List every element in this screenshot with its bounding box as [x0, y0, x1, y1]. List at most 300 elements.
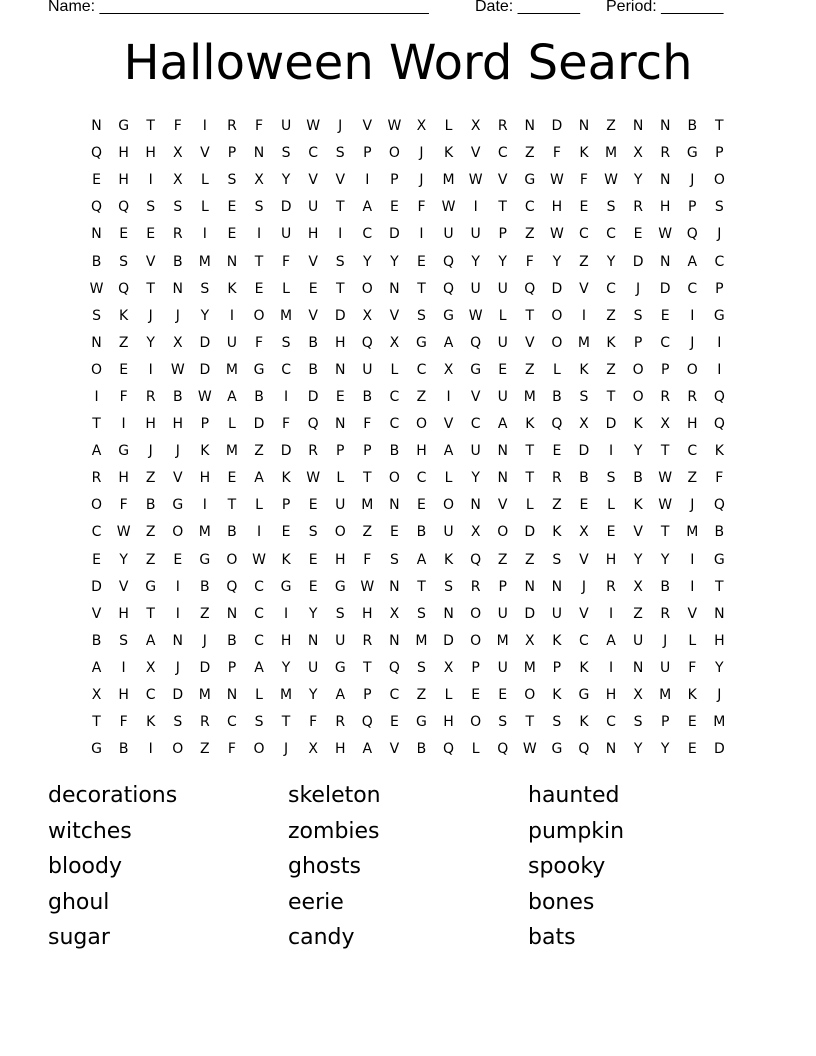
grid-letter: F [525, 253, 534, 270]
grid-row [83, 492, 733, 519]
grid-letter: Z [200, 605, 210, 622]
grid-letter: Y [308, 687, 318, 704]
grid-letter: Z [687, 470, 698, 487]
grid-letter: T [525, 443, 535, 460]
grid-letter: E [498, 687, 508, 704]
grid-letter: Y [552, 253, 562, 270]
grid-letter: N [389, 578, 400, 595]
grid-letter: N [524, 118, 536, 135]
grid-letter: K [552, 687, 562, 704]
grid-letter: W [197, 388, 212, 405]
grid-letter: M [577, 334, 590, 351]
grid-letter: L [471, 741, 480, 758]
grid-letter: X [416, 118, 427, 135]
grid-letter: W [306, 118, 321, 135]
grid-letter: T [92, 416, 101, 433]
grid-letter: S [579, 388, 589, 405]
grid-letter: G [416, 334, 427, 351]
grid-letter: C [389, 388, 400, 405]
grid-letter: I [690, 578, 695, 595]
grid-letter: J [419, 172, 424, 189]
grid-letter: W [252, 551, 266, 568]
grid-letter: T [281, 714, 291, 731]
grid-letter: X [660, 416, 670, 433]
grid-letter: U [226, 334, 238, 351]
grid-letter: N [307, 632, 319, 649]
grid-letter: S [417, 659, 426, 676]
grid-letter: S [552, 551, 562, 568]
grid-letter: K [552, 632, 562, 649]
grid-letter: T [525, 307, 535, 324]
grid-letter: A [416, 551, 427, 568]
word-list-item: pumpkin [528, 818, 625, 844]
grid-letter: X [308, 741, 318, 758]
grid-letter: C [606, 226, 616, 243]
grid-letter: C [579, 226, 589, 243]
grid-letter: W [387, 118, 402, 135]
grid-letter: L [336, 470, 345, 487]
grid-letter: S [173, 714, 183, 731]
grid-letter: L [444, 470, 453, 487]
grid-letter: J [175, 659, 180, 676]
grid-letter: T [417, 578, 426, 595]
grid-letter: S [308, 524, 318, 541]
grid-letter: D [443, 632, 454, 649]
period-field-label: Period: _______ [606, 0, 724, 15]
grid-letter: Y [281, 172, 291, 189]
grid-letter: B [660, 578, 670, 595]
grid-letter: S [119, 253, 129, 270]
grid-letter: I [473, 199, 478, 216]
grid-letter: L [228, 416, 236, 433]
grid-letter: O [470, 632, 482, 649]
grid-letter: K [443, 145, 454, 162]
grid-row [83, 601, 733, 628]
grid-letter: T [525, 714, 535, 731]
grid-letter: A [497, 416, 508, 433]
name-field-label: Name: _____________________________________ [48, 0, 429, 15]
grid-letter: V [497, 172, 508, 189]
grid-letter: V [687, 605, 698, 622]
grid-letter: B [416, 524, 427, 541]
grid-letter: W [441, 199, 456, 216]
grid-letter: G [713, 307, 725, 324]
grid-letter: V [579, 605, 589, 622]
grid-letter: K [281, 470, 291, 487]
grid-letter: X [579, 416, 589, 433]
grid-letter: V [172, 470, 183, 487]
grid-letter: N [91, 226, 102, 243]
grid-row [83, 140, 733, 167]
grid-letter: T [660, 524, 670, 541]
grid-letter: E [254, 280, 264, 297]
grid-letter: C [281, 361, 291, 378]
grid-letter: S [498, 714, 508, 731]
grid-letter: V [200, 145, 210, 162]
grid-letter: D [605, 416, 617, 433]
grid-letter: O [713, 172, 725, 189]
grid-letter: S [335, 253, 345, 270]
grid-letter: I [419, 226, 424, 243]
grid-letter: F [552, 145, 561, 162]
grid-letter: E [227, 470, 237, 487]
grid-letter: H [145, 416, 156, 433]
grid-letter: A [687, 253, 698, 270]
grid-letter: O [443, 497, 455, 514]
grid-letter: C [227, 714, 237, 731]
grid-letter: O [91, 497, 103, 514]
grid-letter: J [338, 118, 343, 135]
grid-letter: D [253, 416, 265, 433]
grid-letter: A [91, 443, 102, 460]
grid-letter: P [688, 199, 697, 216]
grid-letter: G [118, 443, 130, 460]
grid-letter: A [91, 659, 102, 676]
word-list-item: sugar [48, 925, 110, 951]
grid-letter: T [363, 659, 372, 676]
grid-letter: K [443, 551, 454, 568]
grid-letter: L [498, 307, 507, 324]
grid-letter: P [552, 659, 562, 676]
grid-letter: F [254, 334, 264, 351]
grid-letter: D [280, 443, 292, 460]
grid-letter: J [175, 307, 180, 324]
grid-letter: E [389, 524, 399, 541]
grid-letter: V [525, 334, 535, 351]
grid-letter: E [227, 226, 237, 243]
grid-letter: V [118, 578, 129, 595]
grid-letter: B [687, 118, 698, 135]
grid-letter: T [606, 388, 616, 405]
grid-letter: W [522, 741, 537, 758]
grid-letter: Q [443, 280, 455, 297]
grid-letter: I [121, 416, 126, 433]
grid-letter: O [172, 741, 184, 758]
grid-letter: E [687, 741, 697, 758]
grid-letter: I [690, 551, 695, 568]
grid-letter: H [118, 145, 129, 162]
grid-letter: E [687, 714, 697, 731]
grid-letter: K [606, 334, 616, 351]
grid-letter: Q [470, 551, 482, 568]
grid-letter: C [254, 632, 264, 649]
word-search-grid [83, 113, 733, 763]
grid-letter: Y [660, 741, 670, 758]
grid-letter: W [89, 280, 104, 297]
grid-letter: R [606, 578, 616, 595]
grid-letter: O [470, 605, 482, 622]
grid-letter: H [145, 145, 156, 162]
grid-letter: N [389, 632, 400, 649]
grid-letter: H [118, 605, 129, 622]
grid-letter: N [226, 687, 238, 704]
grid-letter: L [390, 361, 399, 378]
grid-letter: P [715, 145, 724, 162]
grid-letter: H [199, 470, 211, 487]
grid-letter: O [632, 388, 644, 405]
grid-letter: O [551, 334, 563, 351]
grid-letter: V [389, 741, 400, 758]
grid-letter: S [119, 632, 129, 649]
grid-letter: K [227, 280, 237, 297]
grid-letter: W [116, 524, 131, 541]
grid-letter: I [608, 605, 614, 622]
grid-letter: Y [606, 253, 616, 270]
grid-letter: L [444, 118, 453, 135]
grid-letter: P [363, 145, 372, 162]
grid-letter: V [308, 172, 318, 189]
grid-letter: Y [633, 443, 643, 460]
grid-letter: C [606, 714, 616, 731]
grid-letter: U [632, 632, 644, 649]
grid-letter: Y [471, 470, 480, 487]
grid-letter: B [254, 388, 264, 405]
word-list-item: skeleton [288, 783, 381, 808]
grid-letter: O [551, 307, 563, 324]
grid-letter: S [633, 307, 643, 324]
grid-letter: B [91, 632, 102, 649]
grid-letter: B [552, 388, 562, 405]
grid-letter: I [148, 172, 153, 189]
grid-letter: O [388, 470, 400, 487]
grid-letter: V [335, 172, 346, 189]
grid-letter: M [198, 687, 211, 704]
grid-letter: U [497, 605, 508, 622]
grid-letter: X [172, 145, 183, 162]
grid-letter: C [497, 145, 508, 162]
grid-letter: O [632, 361, 644, 378]
grid-letter: N [470, 497, 481, 514]
grid-letter: Z [145, 551, 156, 568]
grid-letter: E [119, 226, 129, 243]
grid-letter: X [470, 118, 481, 135]
grid-letter: E [660, 307, 670, 324]
grid-letter: T [227, 497, 237, 514]
grid-letter: H [334, 334, 346, 351]
grid-letter: M [604, 145, 618, 162]
grid-letter: M [280, 687, 293, 704]
grid-letter: P [227, 145, 237, 162]
grid-letter: G [199, 551, 211, 568]
date-field-label: Date: _______ [475, 0, 580, 15]
grid-letter: B [227, 632, 237, 649]
grid-row [83, 330, 733, 357]
grid-letter: Q [91, 145, 103, 162]
grid-letter: L [255, 497, 263, 514]
grid-letter: F [227, 741, 236, 758]
grid-letter: C [470, 416, 481, 433]
grid-letter: Z [497, 551, 508, 568]
grid-letter: Z [118, 334, 129, 351]
grid-letter: S [389, 551, 399, 568]
grid-letter: V [579, 551, 589, 568]
grid-letter: F [119, 714, 128, 731]
grid-letter: W [604, 172, 618, 189]
grid-letter: U [335, 497, 346, 514]
grid-letter: E [606, 524, 616, 541]
grid-letter: B [362, 388, 373, 405]
grid-letter: I [175, 605, 180, 622]
grid-letter: T [92, 714, 101, 731]
grid-letter: H [118, 172, 129, 189]
grid-letter: I [202, 497, 207, 514]
grid-letter: F [282, 416, 291, 433]
grid-letter: B [145, 497, 156, 514]
grid-letter: O [524, 687, 536, 704]
grid-row [83, 221, 733, 248]
grid-letter: O [226, 551, 238, 568]
grid-letter: P [390, 172, 399, 189]
grid-letter: I [175, 578, 180, 595]
grid-letter: D [307, 388, 319, 405]
word-list-item: candy [288, 925, 355, 951]
grid-letter: L [200, 199, 209, 216]
grid-letter: Y [715, 659, 724, 676]
grid-letter: Y [119, 551, 128, 568]
grid-letter: M [225, 361, 238, 378]
grid-letter: U [443, 524, 454, 541]
grid-letter: I [94, 388, 99, 405]
grid-letter: C [524, 199, 535, 216]
grid-letter: J [717, 226, 722, 243]
grid-letter: W [468, 307, 483, 324]
grid-letter: P [498, 226, 507, 243]
grid-letter: K [579, 714, 589, 731]
grid-letter: E [579, 497, 589, 514]
grid-letter: H [334, 551, 346, 568]
grid-letter: T [715, 118, 724, 135]
grid-letter: U [362, 361, 373, 378]
grid-row [83, 574, 733, 601]
grid-letter: G [524, 172, 536, 189]
grid-letter: V [633, 524, 643, 541]
grid-letter: Z [633, 605, 643, 622]
grid-letter: X [633, 578, 643, 595]
grid-letter: E [119, 361, 129, 378]
grid-letter: D [659, 280, 671, 297]
grid-letter: E [389, 714, 399, 731]
grid-letter: I [284, 388, 289, 405]
grid-letter: S [714, 199, 724, 216]
grid-letter: O [497, 524, 509, 541]
grid-letter: E [92, 172, 101, 189]
word-list-item: haunted [528, 783, 620, 808]
grid-letter: S [227, 172, 237, 189]
grid-letter: Y [281, 659, 291, 676]
grid-letter: K [633, 416, 643, 433]
word-list-column-2 [288, 778, 508, 956]
grid-letter: B [308, 361, 318, 378]
grid-letter: L [525, 497, 534, 514]
grid-letter: Z [254, 443, 264, 460]
grid-letter: T [146, 280, 155, 297]
grid-letter: C [606, 280, 616, 297]
grid-letter: D [389, 226, 400, 243]
grid-letter: X [172, 334, 183, 351]
grid-letter: N [226, 253, 238, 270]
grid-letter: U [443, 226, 454, 243]
grid-letter: M [659, 687, 672, 704]
grid-letter: H [280, 632, 292, 649]
grid-letter: Q [443, 253, 455, 270]
grid-letter: M [686, 524, 699, 541]
grid-letter: K [687, 687, 697, 704]
grid-row [83, 194, 733, 221]
grid-letter: S [417, 605, 426, 622]
grid-letter: M [496, 632, 509, 649]
grid-letter: S [254, 714, 264, 731]
grid-letter: N [524, 578, 536, 595]
grid-row [83, 384, 733, 411]
grid-letter: J [148, 307, 153, 324]
grid-letter: N [632, 118, 644, 135]
grid-letter: H [172, 416, 184, 433]
grid-letter: Q [713, 416, 725, 433]
grid-letter: S [146, 199, 156, 216]
grid-letter: V [497, 497, 508, 514]
grid-letter: A [227, 388, 237, 405]
grid-letter: T [525, 470, 535, 487]
grid-letter: Y [660, 551, 670, 568]
grid-letter: B [91, 253, 102, 270]
grid-letter: U [470, 226, 481, 243]
grid-letter: I [284, 605, 289, 622]
grid-letter: Y [633, 741, 643, 758]
grid-letter: Q [361, 334, 373, 351]
grid-letter: J [717, 687, 722, 704]
grid-letter: C [308, 145, 319, 162]
grid-letter: C [91, 524, 102, 541]
grid-letter: H [307, 226, 319, 243]
grid-letter: U [470, 443, 481, 460]
grid-letter: B [308, 334, 318, 351]
grid-letter: V [362, 118, 373, 135]
grid-letter: P [715, 280, 724, 297]
grid-letter: Q [713, 388, 725, 405]
grid-letter: F [309, 714, 318, 731]
grid-letter: Y [146, 334, 155, 351]
grid-letter: C [660, 334, 671, 351]
grid-letter: U [280, 226, 292, 243]
grid-letter: Z [552, 497, 562, 514]
grid-letter: Z [200, 741, 210, 758]
grid-letter: G [145, 578, 157, 595]
word-list-item: decorations [48, 783, 178, 808]
grid-letter: L [688, 632, 697, 649]
grid-letter: W [306, 470, 321, 487]
grid-letter: V [470, 145, 481, 162]
grid-letter: K [579, 145, 589, 162]
grid-row [83, 411, 733, 438]
grid-row [83, 709, 733, 736]
grid-letter: Z [524, 551, 535, 568]
grid-letter: F [579, 172, 588, 189]
grid-letter: O [686, 361, 698, 378]
grid-letter: S [335, 145, 345, 162]
grid-row [83, 655, 733, 682]
grid-letter: E [389, 199, 399, 216]
grid-letter: V [308, 253, 318, 270]
grid-letter: I [121, 659, 126, 676]
grid-letter: S [173, 199, 183, 216]
grid-letter: Q [497, 741, 509, 758]
grid-letter: E [308, 280, 318, 297]
grid-letter: B [227, 524, 237, 541]
grid-letter: N [578, 118, 590, 135]
grid-letter: D [551, 280, 563, 297]
grid-letter: H [605, 687, 617, 704]
grid-letter: E [498, 361, 508, 378]
